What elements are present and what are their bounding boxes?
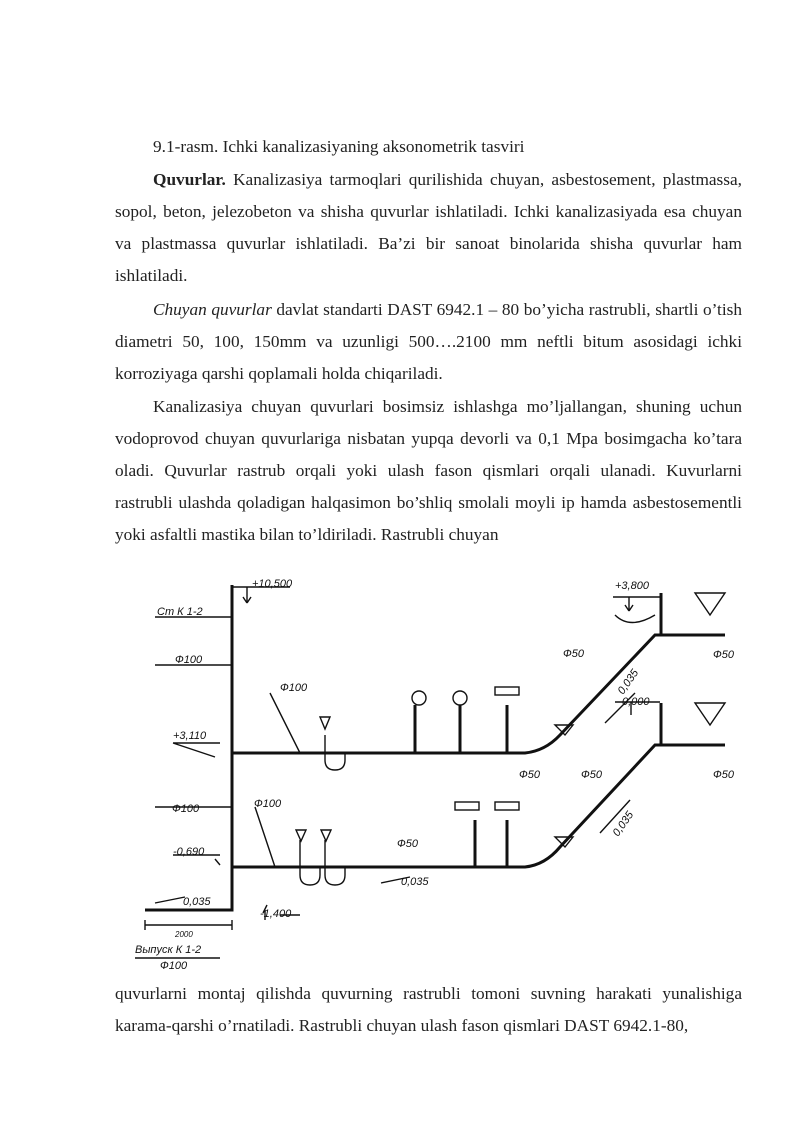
paragraph-pipes xyxy=(115,164,742,292)
diam-label-2: Ф100 xyxy=(280,682,308,694)
diam-label-5: Ф50 xyxy=(563,648,584,660)
diag1-slope: 0,035 xyxy=(615,667,642,697)
paragraph-pipes-text: Kanalizasiya tarmoqlari qurilishida chuyan, asbestosement, plastmassa, sopol, beton, jelezobeton va shisha quvurlar ishlatiladi. Ichki kanalizasiyada esa chuyan va plastmassa quvurlar ishlatiladi. Ba’zi bir sanoat binolarida shisha quvurlar ham ishlatiladi. xyxy=(115,170,742,285)
upper-basin-2 xyxy=(453,691,467,705)
paragraph-cast-iron-text: davlat standarti DAST 6942.1 – 80 bo’yicha rastrubli, shartli o’tish diametri 50, 100, 150mm va uzunligi 500….2100 mm neftli bitum asosidagi ichki korroziyaga qarshi qoplamali holda chiqariladi. xyxy=(115,300,742,383)
lower-slope: 0,035 xyxy=(401,876,429,888)
paragraph-cast-iron-lead: Chuyan quvurlar xyxy=(153,300,272,319)
upper-fixture-drops xyxy=(415,705,507,753)
upper-basin-1 xyxy=(412,691,426,705)
diam-label-9: Ф50 xyxy=(713,769,734,781)
lower-toilet-2 xyxy=(495,802,519,810)
lower-toilet-1 xyxy=(455,802,479,810)
right-mid-elevation: 0,000 xyxy=(622,696,650,708)
diam-label-7: Ф50 xyxy=(519,769,540,781)
diam-label-10: Ф50 xyxy=(397,838,418,850)
length-label: 2000 xyxy=(175,930,193,939)
lower-traps xyxy=(300,840,345,885)
diam-label-4: Ф100 xyxy=(254,798,282,810)
figure-caption: 9.1-rasm. Ichki kanalizasiyaning aksonometrik tasviri xyxy=(153,137,525,156)
lower-floor-elevation: -0,690 xyxy=(173,846,205,858)
paragraph-installation: quvurlarni montaj qilishda quvurning rastrubli tomoni suvning harakati yunalishiga karama-qarshi o’rnatiladi. Rastrubli chuyan ulash fason qismlari DAST 6942.1-80, xyxy=(115,984,742,1035)
siphons xyxy=(555,725,573,847)
upper-branch-pipe xyxy=(232,635,725,753)
funnels xyxy=(296,717,331,841)
riser-slope: 0,035 xyxy=(183,896,211,908)
right-top-elevation-mark xyxy=(613,597,660,611)
upper-floor-elevation: +3,110 xyxy=(173,730,207,742)
paragraph-pipes-lead: Quvurlar. xyxy=(153,170,226,189)
upper-toilet xyxy=(495,687,519,695)
diag2-slope: 0,035 xyxy=(610,809,637,839)
outlet-diameter: Ф100 xyxy=(160,960,188,972)
lower-fixture-drops xyxy=(475,820,507,867)
diam-label-1: Ф100 xyxy=(175,654,203,666)
diam-label-8: Ф50 xyxy=(581,769,602,781)
paragraph-sewer-pipes: Kanalizasiya chuyan quvurlari bosimsiz ishlashga mo’ljallangan, shuning uchun vodoprovod chuyan quvurlariga nisbatan yupqa devorli va 0,1 Mpa bosimgacha ko’tara oladi. Quvurlar rastrub orqali yoki ulash fason qismlari orqali ulanadi. Kuvurlarni rastrubli ulashda qoladigan halqasimon bo’shliq smolali moyli ip hamda asbestosementli yoki asfaltli mastika bilan to’ldiriladi. Rastrubli chuyan xyxy=(115,397,742,544)
right-top-elevation: +3,800 xyxy=(615,580,649,592)
axonometric-scheme xyxy=(115,575,755,973)
riser-label: Ст К 1-2 xyxy=(157,606,203,618)
paragraph-cast-iron xyxy=(115,294,742,390)
top-elevation: +10,500 xyxy=(252,578,293,590)
bottom-elevation: -1,400 xyxy=(260,908,292,920)
diam-label-6: Ф50 xyxy=(713,649,734,661)
outlet-label: Выпуск К 1-2 xyxy=(135,944,202,956)
diam-label-3: Ф100 xyxy=(172,803,200,815)
